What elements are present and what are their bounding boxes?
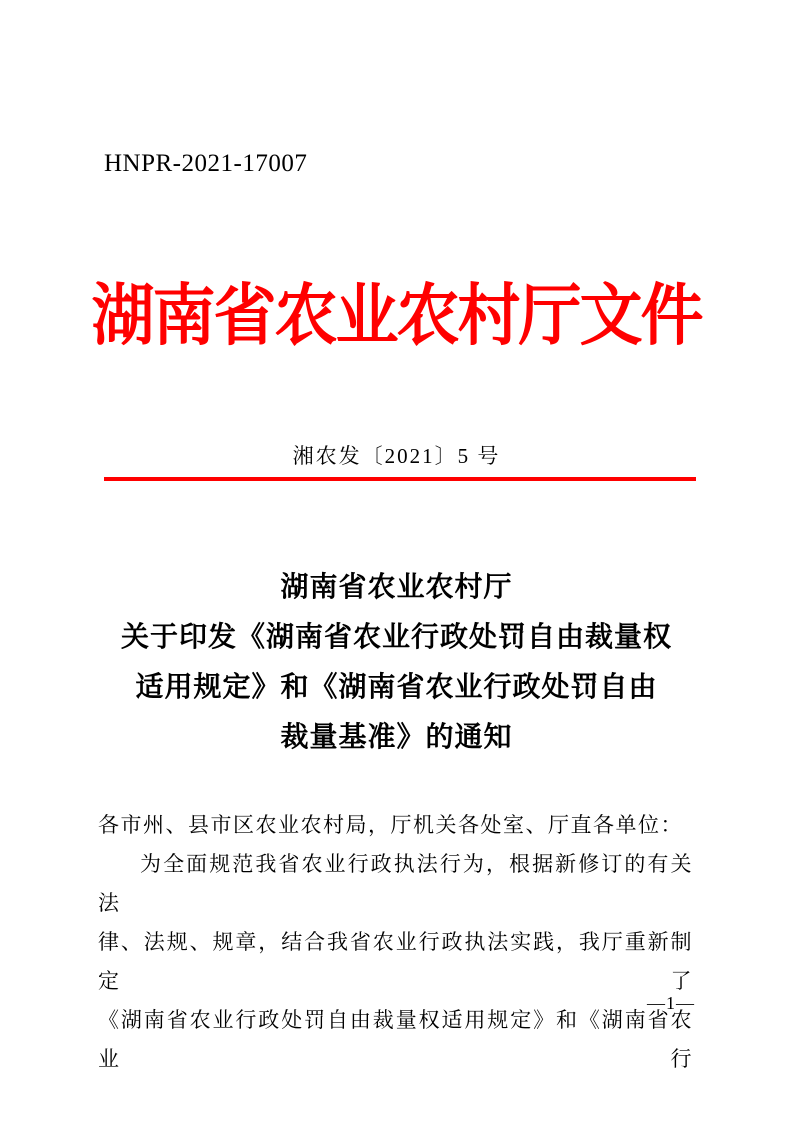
body-line-1: 为全面规范我省农业行政执法行为，根据新修订的有关法 (98, 852, 693, 915)
salutation-line: 各市州、县市区农业农村局，厅机关各处室、厅直各单位： (98, 813, 683, 837)
body-text (98, 806, 693, 1079)
doc-issue-number: 湘农发〔2021〕5 号 (292, 444, 501, 468)
notice-title-line-4: 裁量基准》的通知 (280, 722, 513, 753)
masthead-title: 湖南省农业农村厅文件 (91, 278, 702, 354)
notice-title-line-3: 适用规定》和《湖南省农业行政处罚自由 (135, 672, 658, 703)
red-divider-line (104, 477, 696, 481)
doc-reference-number: HNPR-2021-17007 (104, 150, 308, 177)
body-line-2: 律、法规、规章，结合我省农业行政执法实践，我厅重新制定了 (98, 930, 693, 993)
body-line-3: 《湖南省农业行政处罚自由裁量权适用规定》和《湖南省农业行 (98, 1008, 693, 1071)
page-number: —1— (647, 993, 695, 1013)
notice-title (100, 563, 693, 763)
notice-title-line-2: 关于印发《湖南省农业行政处罚自由裁量权 (120, 622, 672, 653)
notice-title-line-1: 湖南省农业农村厅 (280, 572, 513, 603)
